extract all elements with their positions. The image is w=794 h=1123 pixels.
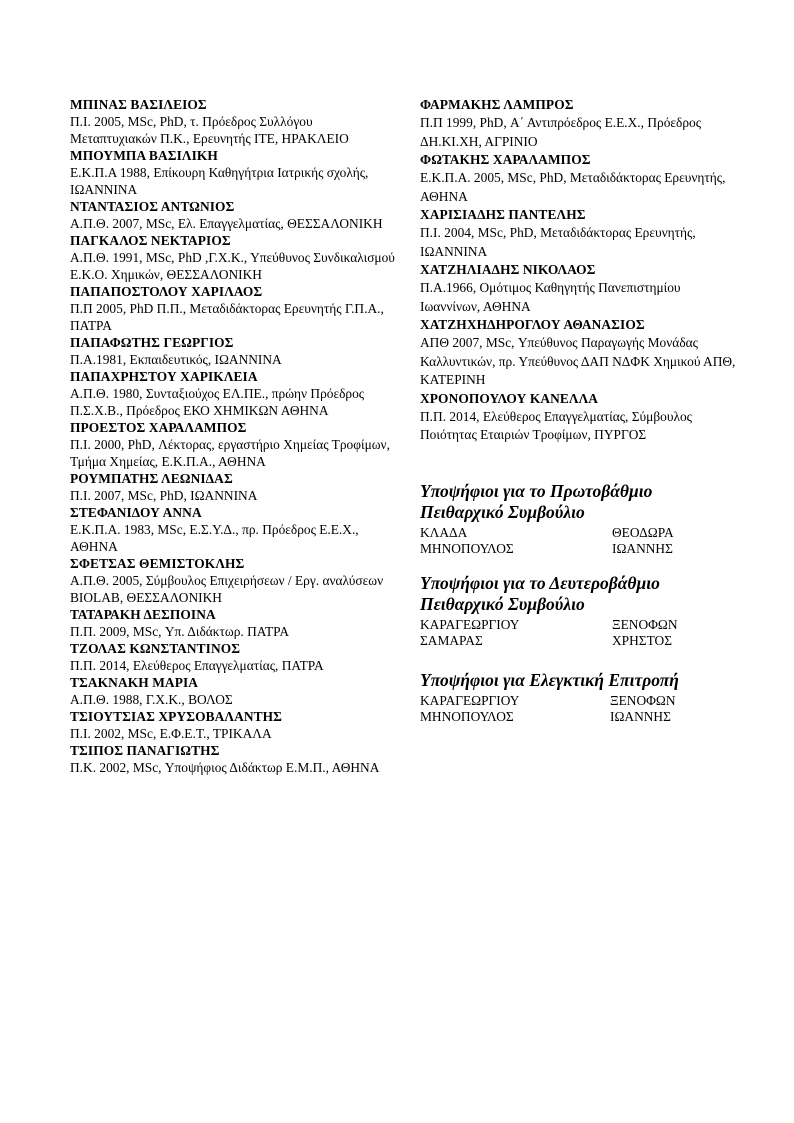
candidate-entry <box>420 390 740 445</box>
candidate-description: Π.Π. 2009, MSc, Υπ. Διδάκτωρ. ΠΑΤΡΑ <box>70 624 290 639</box>
candidate-description: Ε.Κ.Π.Α. 1983, MSc, Ε.Σ.Υ.Δ., πρ. Πρόεδρος Ε.Ε.Χ., ΑΘΗΝΑ <box>70 522 359 554</box>
candidate-first-name: ΞΕΝΟΦΩΝ <box>612 617 678 632</box>
candidate-entry <box>70 640 400 674</box>
candidate-name: ΝΤΑΝΤΑΣΙΟΣ ΑΝΤΩΝΙΟΣ <box>70 199 235 214</box>
candidate-description: Α.Π.Θ. 2007, MSc, Ελ. Επαγγελματίας, ΘΕΣΣΑΛΟΝΙΚΗ <box>70 216 383 231</box>
candidate-entry <box>70 96 400 147</box>
candidate-name: ΤΣΙΟΥΤΣΙΑΣ ΧΡΥΣΟΒΑΛΑΝΤΗΣ <box>70 709 283 724</box>
candidate-entry <box>70 368 400 419</box>
candidate-description: Π.Π 2005, PhD Π.Π., Μεταδιδάκτορας Ερευνητής Γ.Π.Α., ΠΑΤΡΑ <box>70 301 384 333</box>
candidate-entry <box>70 232 400 283</box>
candidate-description: Π.Ι. 2005, MSc, PhD, τ. Πρόεδρος Συλλόγου Μεταπτυχιακών Π.Κ., Ερευνητής ΙΤΕ, ΗΡΑΚΛΕΙΟ <box>70 114 349 146</box>
candidate-description: Π.Α.1981, Εκπαιδευτικός, ΙΩΑΝΝΙΝΑ <box>70 352 282 367</box>
candidate-entry <box>70 742 400 776</box>
candidate-description: Α.Π.Θ. 1980, Συνταξιούχος ΕΛ.ΠΕ., πρώην Πρόεδρος Π.Σ.Χ.Β., Πρόεδρος ΕΚΟ ΧΗΜΙΚΩΝ ΑΘΗΝΑ <box>70 386 365 418</box>
candidate-description: Ε.Κ.Π.Α 1988, Επίκουρη Καθηγήτρια Ιατρικής σχολής, ΙΩΑΝΝΙΝΑ <box>70 165 369 197</box>
candidate-entry <box>70 674 400 708</box>
candidate-description: Α.Π.Θ. 1991, MSc, PhD ,Γ.Χ.Κ., Υπεύθυνος Συνδικαλισμού Ε.Κ.Ο. Χημικών, ΘΕΣΣΑΛΟΝΙΚΗ <box>70 250 395 282</box>
candidate-surname: ΚΛΑΔΑ <box>420 525 468 540</box>
candidate-description: Π.Ι. 2000, PhD, Λέκτορας, εργαστήριο Χημείας Τροφίμων, Τμήμα Χημείας, Ε.Κ.Π.Α., ΑΘΗΝΑ <box>70 437 390 469</box>
candidate-name: ΜΠΟΥΜΠΑ ΒΑΣΙΛΙΚΗ <box>70 148 218 163</box>
candidate-row <box>420 541 740 557</box>
section-title: Υποψήφιοι για το Δευτεροβάθμιο Πειθαρχικό Συμβούλιο <box>420 573 660 614</box>
candidate-first-name: ΙΩΑΝΝΗΣ <box>612 541 673 556</box>
right-candidate-list <box>420 96 740 445</box>
candidate-name: ΧΑΤΖΗΛΙΑΔΗΣ ΝΙΚΟΛΑΟΣ <box>420 262 596 277</box>
candidate-row <box>420 617 740 633</box>
candidate-name: ΤΣΑΚΝΑΚΗ ΜΑΡΙΑ <box>70 675 199 690</box>
candidate-surname: ΜΗΝΟΠΟΥΛΟΣ <box>420 709 514 724</box>
candidate-name: ΠΡΟΕΣΤΟΣ ΧΑΡΑΛΑΜΠΟΣ <box>70 420 247 435</box>
section-title: Υποψήφιοι για το Πρωτοβάθμιο Πειθαρχικό Συμβούλιο <box>420 481 653 522</box>
candidate-entry <box>420 316 740 390</box>
candidate-entry <box>70 555 400 606</box>
candidate-entry <box>420 206 740 261</box>
candidate-description: Α.Π.Θ. 2005, Σύμβουλος Επιχειρήσεων / Εργ. αναλύσεων BIOLAB, ΘΕΣΣΑΛΟΝΙΚΗ <box>70 573 384 605</box>
candidate-description: Π.Π 1999, PhD, Α΄ Αντιπρόεδρος Ε.Ε.Χ., Πρόεδρος ΔΗ.ΚΙ.ΧΗ, ΑΓΡΙΝΙΟ <box>420 115 701 149</box>
second-instance-disciplinary-council-section <box>420 573 740 649</box>
candidate-description: Π.Ι. 2004, MSc, PhD, Μεταδιδάκτορας Ερευνητής, ΙΩΑΝΝΙΝΑ <box>420 225 696 259</box>
candidate-name: ΧΑΤΖΗΧΗΔΗΡΟΓΛΟΥ ΑΘΑΝΑΣΙΟΣ <box>420 317 645 332</box>
candidate-row <box>420 693 740 709</box>
candidate-name: ΠΑΠΑΧΡΗΣΤΟΥ ΧΑΡΙΚΛΕΙΑ <box>70 369 258 384</box>
candidate-entry <box>70 708 400 742</box>
candidate-name: ΤΣΙΠΟΣ ΠΑΝΑΓΙΩΤΗΣ <box>70 743 220 758</box>
candidate-description: Α.Π.Θ. 1988, Γ.Χ.Κ., ΒΟΛΟΣ <box>70 692 233 707</box>
candidate-entry <box>420 96 740 151</box>
audit-committee-section <box>420 670 740 725</box>
candidate-description: Π.Ι. 2007, MSc, PhD, ΙΩΑΝΝΙΝΑ <box>70 488 258 503</box>
candidate-surname: ΜΗΝΟΠΟΥΛΟΣ <box>420 541 514 556</box>
candidate-surname: ΚΑΡΑΓΕΩΡΓΙΟΥ <box>420 693 520 708</box>
candidate-entry <box>420 151 740 206</box>
candidate-first-name: ΞΕΝΟΦΩΝ <box>610 693 676 708</box>
candidate-entry <box>70 198 400 232</box>
candidate-surname: ΚΑΡΑΓΕΩΡΓΙΟΥ <box>420 617 520 632</box>
candidate-first-name: ΘΕΟΔΩΡΑ <box>612 525 674 540</box>
candidate-entry <box>70 606 400 640</box>
first-instance-disciplinary-council-section <box>420 481 740 557</box>
candidate-row <box>420 525 740 541</box>
candidate-description: Π.Π. 2014, Ελεύθερος Επαγγελματίας, ΠΑΤΡΑ <box>70 658 324 673</box>
candidate-first-name: ΧΡΗΣΤΟΣ <box>612 633 672 648</box>
candidate-name: ΦΩΤΑΚΗΣ ΧΑΡΑΛΑΜΠΟΣ <box>420 152 591 167</box>
candidate-entry <box>70 334 400 368</box>
candidate-description: Π.Α.1966, Ομότιμος Καθηγητής Πανεπιστημίου Ιωαννίνων, ΑΘΗΝΑ <box>420 280 681 314</box>
section-title: Υποψήφιοι για Ελεγκτική Επιτροπή <box>420 670 679 690</box>
candidate-name: ΤΖΟΛΑΣ ΚΩΝΣΤΑΝΤΙΝΟΣ <box>70 641 241 656</box>
candidate-table <box>420 617 740 649</box>
candidate-name: ΧΡΟΝΟΠΟΥΛΟΥ ΚΑΝΕΛΛΑ <box>420 390 599 406</box>
candidate-name: ΣΦΕΤΣΑΣ ΘΕΜΙΣΤΟΚΛΗΣ <box>70 556 245 571</box>
candidate-row <box>420 709 740 725</box>
candidate-table <box>420 525 740 557</box>
candidate-name: ΣΤΕΦΑΝΙΔΟΥ ΑΝΝΑ <box>70 505 202 520</box>
candidate-surname: ΣΑΜΑΡΑΣ <box>420 633 483 648</box>
candidate-description: ΑΠΘ 2007, MSc, Υπεύθυνος Παραγωγής Μονάδας Καλλυντικών, πρ. Υπεύθυνος ΔΑΠ ΝΔΦΚ Χημικού ΑΠΘ, ΚΑΤΕΡΙΝΗ <box>420 335 736 387</box>
candidate-name: ΠΑΠΑΠΟΣΤΟΛΟΥ ΧΑΡΙΛΑΟΣ <box>70 284 263 299</box>
candidate-name: ΦΑΡΜΑΚΗΣ ΛΑΜΠΡΟΣ <box>420 97 574 112</box>
candidate-name: ΧΑΡΙΣΙΑΔΗΣ ΠΑΝΤΕΛΗΣ <box>420 207 586 222</box>
left-candidate-list <box>70 96 400 776</box>
candidate-entry <box>70 504 400 555</box>
candidate-first-name: ΙΩΑΝΝΗΣ <box>610 709 671 724</box>
candidate-description: Π.Ι. 2002, MSc, Ε.Φ.Ε.Τ., ΤΡΙΚΑΛΑ <box>70 726 272 741</box>
candidate-table <box>420 693 740 725</box>
candidate-entry <box>70 147 400 198</box>
candidate-name: ΤΑΤΑΡΑΚΗ ΔΕΣΠΟΙΝΑ <box>70 607 216 622</box>
candidate-description: Ε.Κ.Π.Α. 2005, MSc, PhD, Μεταδιδάκτορας Ερευνητής, ΑΘΗΝΑ <box>420 170 726 204</box>
candidate-row <box>420 633 740 649</box>
candidate-entry <box>70 419 400 470</box>
candidate-entry <box>70 283 400 334</box>
candidate-description: Π.Π. 2014, Ελεύθερος Επαγγελματίας, Σύμβουλος Ποιότητας Εταιριών Τροφίμων, ΠΥΡΓΟΣ <box>420 408 692 442</box>
candidate-name: ΠΑΓΚΑΛΟΣ ΝΕΚΤΑΡΙΟΣ <box>70 233 231 248</box>
candidate-entry <box>420 261 740 316</box>
candidate-entry <box>70 470 400 504</box>
candidate-name: ΡΟΥΜΠΑΤΗΣ ΛΕΩΝΙΔΑΣ <box>70 471 233 486</box>
candidate-description: Π.Κ. 2002, MSc, Υποψήφιος Διδάκτωρ Ε.Μ.Π., ΑΘΗΝΑ <box>70 760 380 775</box>
candidate-name: ΠΑΠΑΦΩΤΗΣ ΓΕΩΡΓΙΟΣ <box>70 335 234 350</box>
candidate-name: ΜΠΙΝΑΣ ΒΑΣΙΛΕΙΟΣ <box>70 97 207 112</box>
